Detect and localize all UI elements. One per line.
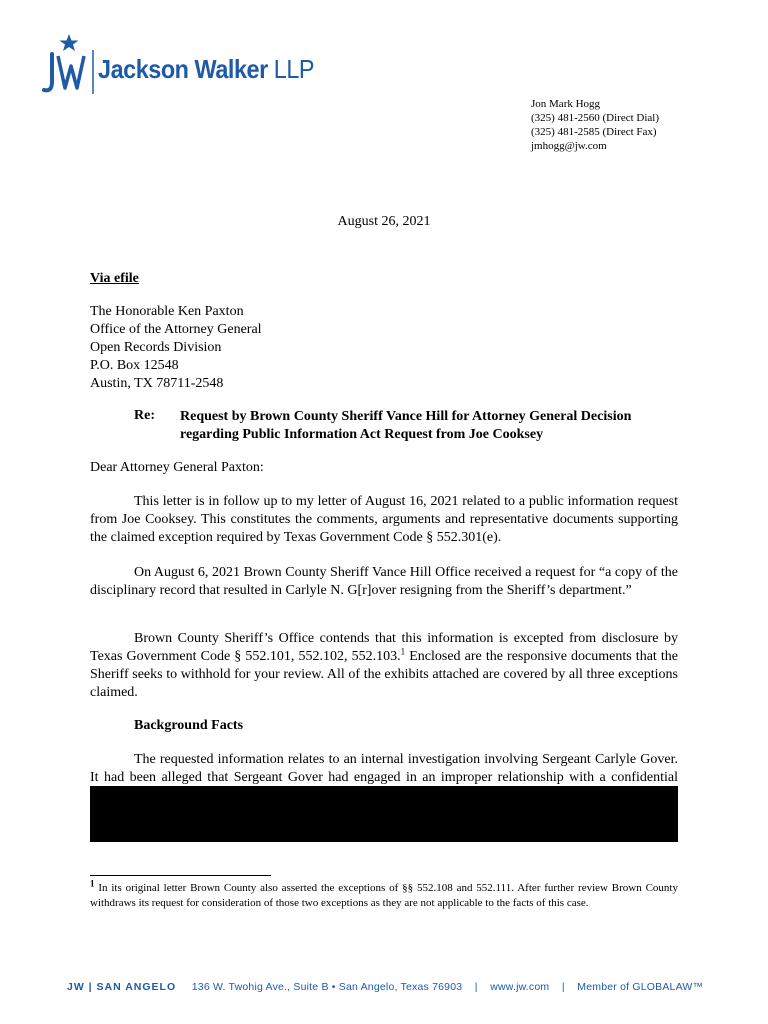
paragraph-3-text-b: Enclosed are the responsive documents that the Sheriff seeks to withhold for your review. All of the exhibits attached are covered by all three exceptions claimed. xyxy=(90,649,679,700)
footer-member: Member of GLOBALAW™ xyxy=(577,981,704,993)
recipient-po-box: P.O. Box 12548 xyxy=(90,358,179,373)
sender-direct-dial: (325) 481-2560 (Direct Dial) xyxy=(531,112,659,124)
sender-direct-fax: (325) 481-2585 (Direct Fax) xyxy=(531,126,657,138)
section-heading: Background Facts xyxy=(134,718,244,733)
paragraph-3-text-a: Brown County Sheriff’s Office contends that this information is excepted from disclosure by Texas Government Code § 552.101, 552.102, 552.103. xyxy=(90,631,678,664)
recipient-office: Office of the Attorney General xyxy=(90,322,262,337)
redaction-block xyxy=(90,786,678,842)
footnote xyxy=(90,878,678,911)
firm-suffix-text: LLP xyxy=(273,54,315,84)
firm-name-text: Jackson Walker xyxy=(98,54,268,84)
footnote-mark: 1 xyxy=(90,878,95,889)
recipient-division: Open Records Division xyxy=(90,340,222,355)
sender-name: Jon Mark Hogg xyxy=(531,98,601,110)
re-label: Re: xyxy=(134,408,155,423)
jw-monogram-icon xyxy=(38,32,98,98)
footer-separator-2: | xyxy=(561,981,565,993)
recipient-name: The Honorable Ken Paxton xyxy=(90,304,244,319)
recipient-city: Austin, TX 78711-2548 xyxy=(90,376,224,391)
sender-email: jmhogg@jw.com xyxy=(531,140,607,152)
footer-separator: | xyxy=(474,981,478,993)
footnote-text: In its original letter Brown County also asserted the exceptions of §§ 552.108 and 552.111. After further review Brown County withdraws its request for consideration of those two exceptions as they are not applicable to the facts of this case. xyxy=(90,882,678,909)
footer-address: 136 W. Twohig Ave., Suite B • San Angelo, Texas 76903 xyxy=(191,981,463,993)
paragraph-3 xyxy=(90,630,678,702)
firm-name xyxy=(98,54,314,84)
firm-logo xyxy=(38,32,315,100)
delivery-method: Via efile xyxy=(90,271,139,286)
footnote-divider xyxy=(90,875,271,876)
salutation: Dear Attorney General Paxton: xyxy=(90,460,264,475)
footer-office: JW | SAN ANGELO xyxy=(67,981,177,993)
letter-date: August 26, 2021 xyxy=(337,214,431,229)
footer-website[interactable]: www.jw.com xyxy=(490,981,550,993)
recipient-address xyxy=(90,303,262,393)
paragraph-1: This letter is in follow up to my letter of August 16, 2021 related to a public information request from Joe Cooksey. This constitutes the comments, arguments and representative documents supporting the claimed exception required by Texas Government Code § 552.301(e). xyxy=(90,494,678,545)
footnote-reference: 1 xyxy=(400,646,406,657)
paragraph-4: The requested information relates to an internal investigation involving Sergeant Carlyle Gover. It had been alleged that Sergeant Gover had engaged in an improper relationship with a confidential xyxy=(90,752,678,785)
page-footer xyxy=(67,981,703,993)
re-subject: Request by Brown County Sheriff Vance Hill for Attorney General Decision regarding Public Information Act Request from Joe Cooksey xyxy=(180,409,632,442)
sender-block xyxy=(531,97,659,153)
paragraph-2: On August 6, 2021 Brown County Sheriff Vance Hill Office received a request for “a copy of the disciplinary record that resulted in Carlyle N. G[r]over resigning from the Sheriff’s department.” xyxy=(90,565,678,598)
